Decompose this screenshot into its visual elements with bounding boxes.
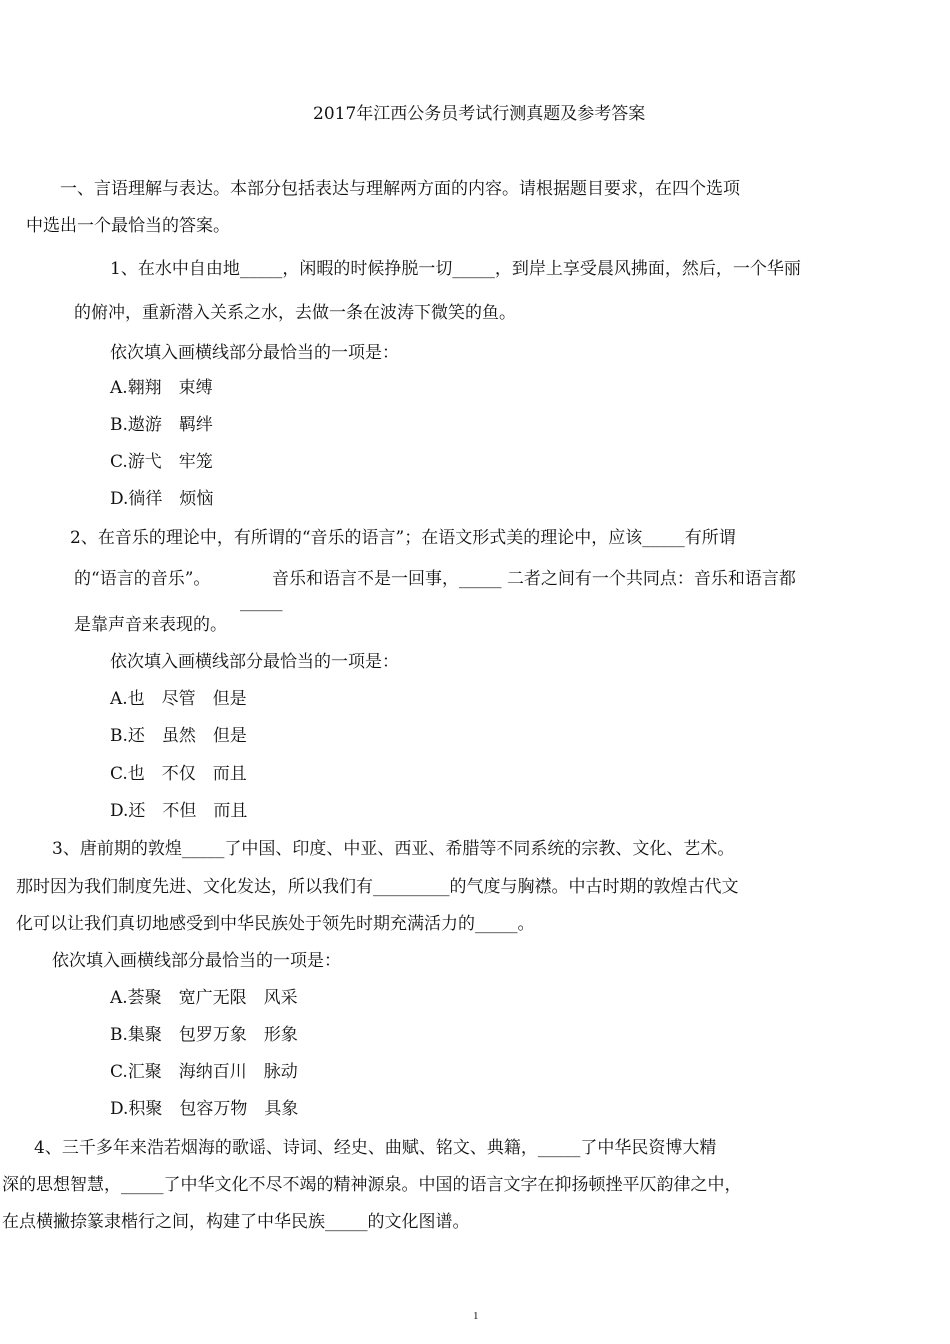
section-intro-line-2: 中选出一个最恰当的答案。 — [26, 216, 230, 236]
q4-line-2: 深的思想智慧，_____了中华文化不尽不竭的精神源泉。中国的语言文字在抑扬顿挫平仄韵律之中， — [2, 1175, 742, 1195]
document-title: 2017年江西公务员考试行测真题及参考答案 — [313, 104, 646, 124]
section-intro-line-1: 一、言语理解与表达。本部分包括表达与理解两方面的内容。请根据题目要求，在四个选项 — [60, 179, 740, 199]
q4-line-1: 4、三千多年来浩若烟海的歌谣、诗词、经史、曲赋、铭文、典籍，_____了中华民资博大精 — [34, 1138, 717, 1158]
q1-prompt: 依次填入画横线部分最恰当的一项是： — [110, 343, 399, 363]
q3-option-b: B.集聚 包罗万象 形象 — [110, 1025, 298, 1045]
q3-line-3: 化可以让我们真切地感受到中华民族处于领先时期充满活力的_____。 — [16, 914, 535, 934]
q3-prompt: 依次填入画横线部分最恰当的一项是： — [52, 951, 341, 971]
page-number: 1 — [473, 1310, 479, 1322]
q3-line-1: 3、唐前期的敦煌_____了中国、印度、中亚、西亚、希腊等不同系统的宗教、文化、艺术。 — [52, 839, 735, 859]
q1-option-c: C.游弋 牢笼 — [110, 452, 213, 472]
q2-option-c: C.也 不仅 而且 — [110, 764, 247, 784]
q1-option-d: D.徜徉 烦恼 — [110, 489, 214, 509]
q1-line-1: 1、在水中自由地_____，闲暇的时候挣脱一切_____，到岸上享受晨风拂面，然后，一个华丽 — [110, 259, 801, 279]
q2-line-3: 是靠声音来表现的。 — [74, 615, 227, 635]
q2-line-2b: 音乐和语言不是一回事，_____ 二者之间有一个共同点：音乐和语言都 — [272, 569, 796, 589]
q4-line-3: 在点横撇捺篆隶楷行之间，构建了中华民族_____的文化图谱。 — [2, 1212, 470, 1232]
q3-option-a: A.荟聚 宽广无限 风采 — [110, 988, 298, 1008]
q1-option-b: B.遨游 羁绊 — [110, 415, 213, 435]
q1-line-2: 的俯冲，重新潜入关系之水，去做一条在波涛下微笑的鱼。 — [74, 303, 516, 323]
q3-option-d: D.积聚 包容万物 具象 — [110, 1099, 299, 1119]
q2-line-1: 2、在音乐的理论中，有所谓的“音乐的语言”；在语文形式美的理论中，应该_____有所谓 — [70, 528, 736, 548]
q3-option-c: C.汇聚 海纳百川 脉动 — [110, 1062, 298, 1082]
q2-line-2a: 的“语言的音乐”。 — [74, 569, 211, 589]
q2-option-d: D.还 不但 而且 — [110, 801, 248, 821]
q2-blank: _____ — [240, 592, 283, 612]
q2-option-a: A.也 尽管 但是 — [110, 689, 247, 709]
q3-line-2: 那时因为我们制度先进、文化发达，所以我们有_________的气度与胸襟。中古时期的敦煌古代文 — [16, 877, 739, 897]
q2-prompt: 依次填入画横线部分最恰当的一项是： — [110, 652, 399, 672]
q2-option-b: B.还 虽然 但是 — [110, 726, 247, 746]
q1-option-a: A.翱翔 束缚 — [110, 378, 213, 398]
